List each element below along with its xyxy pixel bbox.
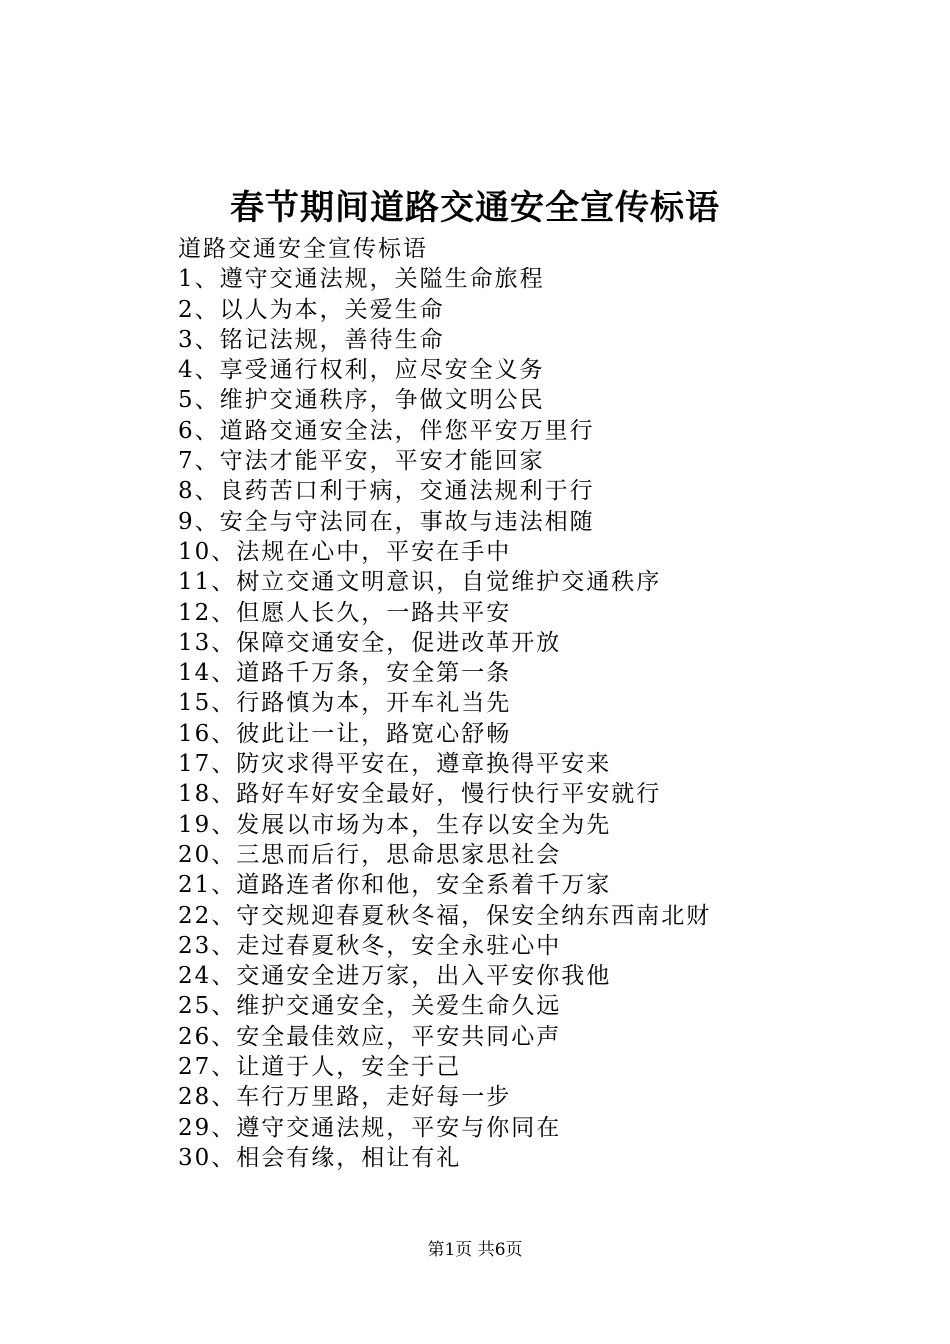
slogan-item: 20、三思而后行，思命思家思社会 xyxy=(178,841,562,868)
section-heading: 道路交通安全宣传标语 xyxy=(178,236,428,262)
slogan-item: 3、铭记法规，善待生命 xyxy=(178,326,445,353)
document-body xyxy=(178,234,918,1173)
slogan-item: 13、保障交通安全，促进改革开放 xyxy=(178,629,562,656)
slogan-item: 1、遵守交通法规，关隘生命旅程 xyxy=(178,266,545,293)
slogan-item: 18、路好车好安全最好，慢行快行平安就行 xyxy=(178,781,662,808)
slogan-item: 10、法规在心中，平安在手中 xyxy=(178,538,512,565)
slogan-item: 16、彼此让一让，路宽心舒畅 xyxy=(178,720,512,747)
slogan-item: 30、相会有缘，相让有礼 xyxy=(178,1144,462,1171)
slogan-item: 27、让道于人，安全于己 xyxy=(178,1054,462,1081)
slogan-item: 6、道路交通安全法，伴您平安万里行 xyxy=(178,417,595,444)
slogan-item: 19、发展以市场为本，生存以安全为先 xyxy=(178,811,612,838)
slogan-item: 23、走过春夏秋冬，安全永驻心中 xyxy=(178,932,562,959)
slogan-item: 28、车行万里路，走好每一步 xyxy=(178,1084,512,1111)
slogan-item: 29、遵守交通法规，平安与你同在 xyxy=(178,1114,562,1141)
page-number-footer: 第1页 共6页 xyxy=(427,1240,523,1260)
slogan-item: 2、以人为本，关爱生命 xyxy=(178,296,445,323)
slogan-item: 14、道路千万条，安全第一条 xyxy=(178,660,512,687)
slogan-item: 25、维护交通安全，关爱生命久远 xyxy=(178,993,562,1020)
slogan-item: 8、良药苦口利于病，交通法规利于行 xyxy=(178,478,595,505)
slogan-item: 7、守法才能平安，平安才能回家 xyxy=(178,448,545,475)
slogan-item: 11、树立交通文明意识，自觉维护交通秩序 xyxy=(178,569,662,596)
slogan-item: 17、防灾求得平安在，遵章换得平安来 xyxy=(178,751,612,778)
slogan-item: 22、守交规迎春夏秋冬福，保安全纳东西南北财 xyxy=(178,902,712,929)
slogan-item: 21、道路连者你和他，安全系着千万家 xyxy=(178,872,612,899)
slogan-item: 15、行路慎为本，开车礼当先 xyxy=(178,690,512,717)
slogan-item: 4、享受通行权利，应尽安全义务 xyxy=(178,357,545,384)
slogan-item: 5、维护交通秩序，争做文明公民 xyxy=(178,387,545,414)
slogan-item: 12、但愿人长久，一路共平安 xyxy=(178,599,512,626)
document-title: 春节期间道路交通安全宣传标语 xyxy=(230,188,720,228)
slogan-item: 24、交通安全进万家，出入平安你我他 xyxy=(178,963,612,990)
slogan-item: 9、安全与守法同在，事故与违法相随 xyxy=(178,508,595,535)
slogan-item: 26、安全最佳效应，平安共同心声 xyxy=(178,1023,562,1050)
